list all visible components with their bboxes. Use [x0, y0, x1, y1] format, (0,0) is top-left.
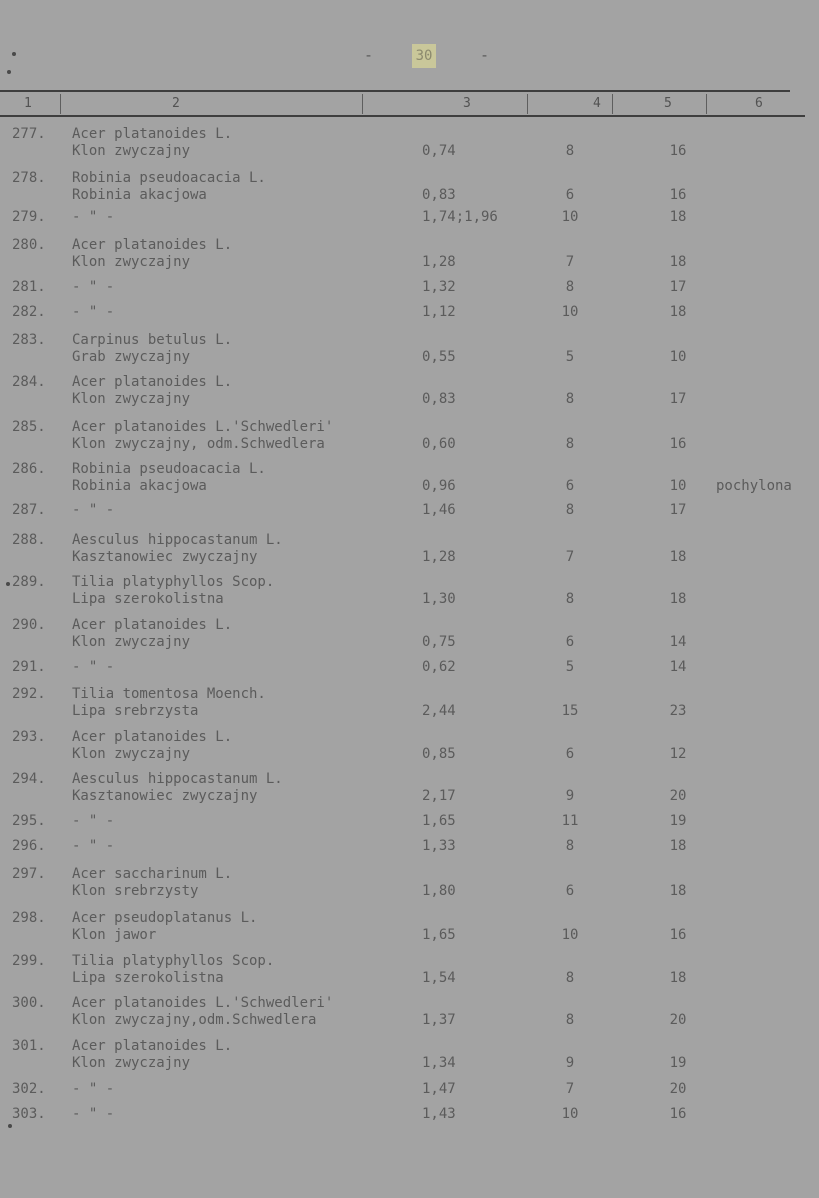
trunk-circumference: 1,46 [422, 502, 456, 518]
crown-diameter: 20 [669, 1081, 687, 1097]
tree-height: 6 [565, 187, 575, 203]
species-name: - " - [72, 813, 115, 829]
crown-diameter: 20 [669, 788, 687, 804]
species-common-name: Klon jawor [72, 927, 157, 943]
species-common-name: Lipa srebrzysta [72, 703, 199, 719]
trunk-circumference: 1,37 [422, 1012, 456, 1028]
tree-height: 8 [565, 436, 575, 452]
species-common-name: Klon zwyczajny, odm.Schwedlera [72, 436, 325, 452]
tree-height: 8 [565, 502, 575, 518]
species-name: - " - [72, 838, 115, 854]
trunk-circumference: 0,83 [422, 391, 456, 407]
crown-diameter: 18 [669, 883, 687, 899]
crown-diameter: 16 [669, 1106, 687, 1122]
species-common-name: Lipa szerokolistna [72, 591, 224, 607]
species-name: Tilia platyphyllos Scop. [72, 953, 275, 969]
page-number-dash: - [480, 46, 490, 64]
species-name: - " - [72, 1106, 115, 1122]
trunk-circumference: 1,12 [422, 304, 456, 320]
tree-height: 8 [565, 143, 575, 159]
row-number: 288. [12, 532, 46, 548]
page-number-dash: - [364, 46, 374, 64]
tree-height: 10 [561, 209, 579, 225]
crown-diameter: 18 [669, 970, 687, 986]
row-number: 292. [12, 686, 46, 702]
page-number: 30 [412, 44, 436, 68]
species-name: - " - [72, 279, 115, 295]
row-number: 293. [12, 729, 46, 745]
row-number: 298. [12, 910, 46, 926]
species-common-name: Klon zwyczajny [72, 143, 191, 159]
trunk-circumference: 1,54 [422, 970, 456, 986]
crown-diameter: 16 [669, 436, 687, 452]
species-common-name: Klon zwyczajny [72, 634, 191, 650]
crown-diameter: 18 [669, 209, 687, 225]
crown-diameter: 12 [669, 746, 687, 762]
row-number: 279. [12, 209, 46, 225]
tree-height: 6 [565, 634, 575, 650]
species-name: Aesculus hippocastanum L. [72, 771, 283, 787]
crown-diameter: 14 [669, 634, 687, 650]
crown-diameter: 17 [669, 391, 687, 407]
trunk-circumference: 1,33 [422, 838, 456, 854]
row-number: 300. [12, 995, 46, 1011]
crown-diameter: 18 [669, 254, 687, 270]
crown-diameter: 10 [669, 478, 687, 494]
species-name: Acer platanoides L. [72, 1038, 233, 1054]
table-header-rule [0, 115, 805, 117]
tree-height: 7 [565, 254, 575, 270]
row-number: 284. [12, 374, 46, 390]
trunk-circumference: 1,28 [422, 254, 456, 270]
tree-height: 10 [561, 927, 579, 943]
column-separator [527, 94, 528, 114]
species-common-name: Grab zwyczajny [72, 349, 191, 365]
row-number: 302. [12, 1081, 46, 1097]
tree-height: 5 [565, 349, 575, 365]
row-number: 280. [12, 237, 46, 253]
tree-height: 9 [565, 1055, 575, 1071]
column-separator [612, 94, 613, 114]
table-top-rule [0, 90, 790, 92]
species-common-name: Klon zwyczajny [72, 1055, 191, 1071]
species-common-name: Klon zwyczajny [72, 391, 191, 407]
trunk-circumference: 1,32 [422, 279, 456, 295]
crown-diameter: 18 [669, 591, 687, 607]
trunk-circumference: 1,74;1,96 [422, 209, 498, 225]
crown-diameter: 16 [669, 143, 687, 159]
column-number-1: 1 [24, 96, 32, 111]
tree-height: 6 [565, 478, 575, 494]
row-number: 296. [12, 838, 46, 854]
species-name: - " - [72, 502, 115, 518]
species-common-name: Klon zwyczajny [72, 254, 191, 270]
row-number: 286. [12, 461, 46, 477]
row-number: 297. [12, 866, 46, 882]
trunk-circumference: 2,17 [422, 788, 456, 804]
species-name: - " - [72, 659, 115, 675]
trunk-circumference: 0,60 [422, 436, 456, 452]
row-number: 281. [12, 279, 46, 295]
crown-diameter: 18 [669, 304, 687, 320]
species-name: - " - [72, 209, 115, 225]
species-name: Tilia platyphyllos Scop. [72, 574, 275, 590]
trunk-circumference: 1,47 [422, 1081, 456, 1097]
trunk-circumference: 1,28 [422, 549, 456, 565]
species-common-name: Klon zwyczajny,odm.Schwedlera [72, 1012, 317, 1028]
crown-diameter: 18 [669, 838, 687, 854]
trunk-circumference: 0,83 [422, 187, 456, 203]
species-common-name: Robinia akacjowa [72, 187, 207, 203]
tree-height: 10 [561, 1106, 579, 1122]
species-name: Acer platanoides L.'Schwedleri' [72, 995, 334, 1011]
crown-diameter: 17 [669, 502, 687, 518]
species-name: Acer pseudoplatanus L. [72, 910, 258, 926]
column-number-4: 4 [593, 96, 601, 111]
row-number: 291. [12, 659, 46, 675]
trunk-circumference: 0,74 [422, 143, 456, 159]
trunk-circumference: 1,65 [422, 813, 456, 829]
species-name: Acer platanoides L. [72, 729, 233, 745]
trunk-circumference: 0,62 [422, 659, 456, 675]
tree-height: 5 [565, 659, 575, 675]
row-number: 289. [12, 574, 46, 590]
row-number: 285. [12, 419, 46, 435]
row-number: 299. [12, 953, 46, 969]
scan-speck [8, 1124, 12, 1128]
row-number: 277. [12, 126, 46, 142]
row-number: 290. [12, 617, 46, 633]
tree-height: 8 [565, 591, 575, 607]
trunk-circumference: 2,44 [422, 703, 456, 719]
species-common-name: Kasztanowiec zwyczajny [72, 549, 258, 565]
tree-note: pochylona [716, 478, 792, 494]
species-common-name: Robinia akacjowa [72, 478, 207, 494]
row-number: 303. [12, 1106, 46, 1122]
trunk-circumference: 1,43 [422, 1106, 456, 1122]
crown-diameter: 20 [669, 1012, 687, 1028]
scan-speck [6, 582, 10, 586]
species-common-name: Klon srebrzysty [72, 883, 199, 899]
column-number-3: 3 [463, 96, 471, 111]
scan-speck [7, 70, 11, 74]
row-number: 295. [12, 813, 46, 829]
species-name: Robinia pseudoacacia L. [72, 461, 266, 477]
crown-diameter: 10 [669, 349, 687, 365]
trunk-circumference: 1,65 [422, 927, 456, 943]
species-name: - " - [72, 1081, 115, 1097]
crown-diameter: 16 [669, 187, 687, 203]
crown-diameter: 14 [669, 659, 687, 675]
tree-height: 8 [565, 391, 575, 407]
crown-diameter: 23 [669, 703, 687, 719]
species-name: Aesculus hippocastanum L. [72, 532, 283, 548]
species-name: Carpinus betulus L. [72, 332, 233, 348]
row-number: 287. [12, 502, 46, 518]
tree-height: 6 [565, 746, 575, 762]
column-number-2: 2 [172, 96, 180, 111]
column-separator [362, 94, 363, 114]
trunk-circumference: 1,34 [422, 1055, 456, 1071]
species-name: - " - [72, 304, 115, 320]
species-name: Acer platanoides L. [72, 374, 233, 390]
tree-height: 15 [561, 703, 579, 719]
crown-diameter: 19 [669, 813, 687, 829]
species-name: Acer platanoides L. [72, 617, 233, 633]
row-number: 294. [12, 771, 46, 787]
tree-height: 11 [561, 813, 579, 829]
tree-height: 9 [565, 788, 575, 804]
column-separator [60, 94, 61, 114]
tree-height: 8 [565, 970, 575, 986]
trunk-circumference: 0,85 [422, 746, 456, 762]
tree-height: 8 [565, 1012, 575, 1028]
tree-height: 8 [565, 279, 575, 295]
trunk-circumference: 0,55 [422, 349, 456, 365]
tree-height: 10 [561, 304, 579, 320]
species-name: Acer platanoides L. [72, 237, 233, 253]
tree-height: 7 [565, 1081, 575, 1097]
crown-diameter: 19 [669, 1055, 687, 1071]
species-name: Robinia pseudoacacia L. [72, 170, 266, 186]
row-number: 301. [12, 1038, 46, 1054]
species-name: Acer saccharinum L. [72, 866, 233, 882]
row-number: 283. [12, 332, 46, 348]
column-number-6: 6 [755, 96, 763, 111]
species-common-name: Kasztanowiec zwyczajny [72, 788, 258, 804]
species-name: Acer platanoides L. [72, 126, 233, 142]
tree-height: 6 [565, 883, 575, 899]
scan-speck [12, 52, 16, 56]
species-common-name: Lipa szerokolistna [72, 970, 224, 986]
species-name: Tilia tomentosa Moench. [72, 686, 266, 702]
page-number-header [360, 44, 500, 74]
crown-diameter: 16 [669, 927, 687, 943]
trunk-circumference: 0,96 [422, 478, 456, 494]
trunk-circumference: 0,75 [422, 634, 456, 650]
trunk-circumference: 1,80 [422, 883, 456, 899]
row-number: 278. [12, 170, 46, 186]
tree-height: 7 [565, 549, 575, 565]
crown-diameter: 18 [669, 549, 687, 565]
trunk-circumference: 1,30 [422, 591, 456, 607]
column-number-5: 5 [664, 96, 672, 111]
crown-diameter: 17 [669, 279, 687, 295]
species-common-name: Klon zwyczajny [72, 746, 191, 762]
row-number: 282. [12, 304, 46, 320]
species-name: Acer platanoides L.'Schwedleri' [72, 419, 334, 435]
column-separator [706, 94, 707, 114]
tree-height: 8 [565, 838, 575, 854]
